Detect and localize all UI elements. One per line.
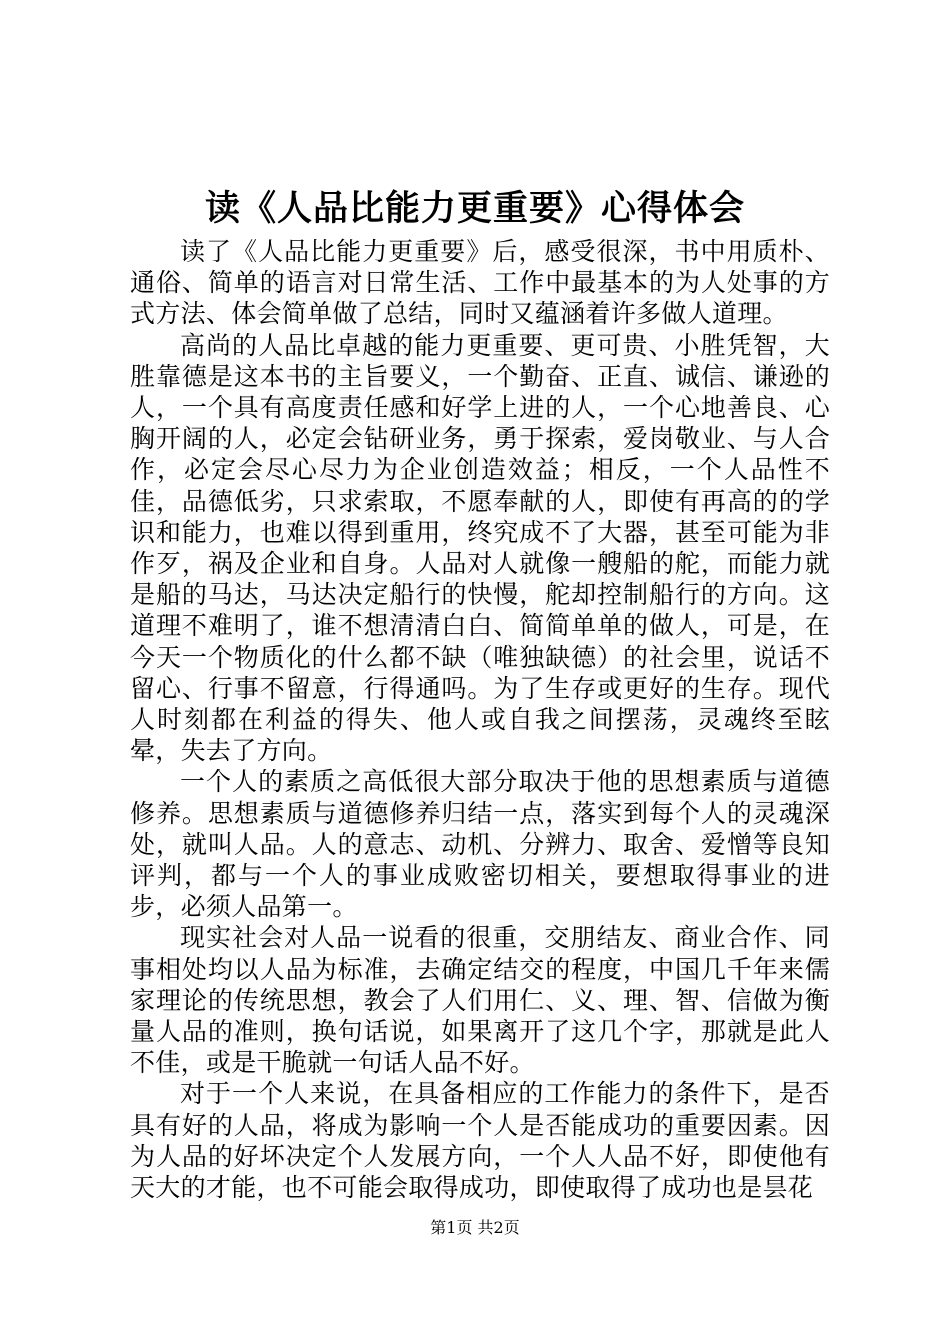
paragraph-1: 读了《人品比能力更重要》后，感受很深，书中用质朴、通俗、简单的语言对日常生活、工作中最基本的为人处事的方式方法、体会简单做了总结，同时又蕴涵着许多做人道理。: [130, 237, 830, 329]
paragraph-4: 现实社会对人品一说看的很重，交朋结友、商业合作、同事相处均以人品为标准，去确定结交的程度，中国几千年来儒家理论的传统思想，教会了人们用仁、义、理、智、信做为衡量人品的准则，换句话说，如果离开了这几个字，那就是此人不佳，或是干脆就一句话人品不好。: [130, 923, 830, 1078]
document-title: 读《人品比能力更重要》心得体会: [204, 188, 745, 229]
page-number-footer: 第1页 共2页: [430, 1218, 520, 1237]
paragraph-3: 一个人的素质之高低很大部分取决于他的思想素质与道德修养。思想素质与道德修养归结一点，落实到每个人的灵魂深处，就叫人品。人的意志、动机、分辨力、取舍、爱憎等良知评判，都与一个人的事业成败密切相关，要想取得事业的进步，必须人品第一。: [130, 767, 830, 922]
paragraph-5: 对于一个人来说，在具备相应的工作能力的条件下，是否具有好的人品，将成为影响一个人是否能成功的重要因素。因为人品的好坏决定个人发展方向，一个人人品不好，即使他有天大的才能，也不可能会取得成功，即使取得了成功也是昙花: [130, 1079, 830, 1203]
paragraph-2: 高尚的人品比卓越的能力更重要、更可贵、小胜凭智，大胜靠德是这本书的主旨要义，一个勤奋、正直、诚信、谦逊的人，一个具有高度责任感和好学上进的人，一个心地善良、心胸开阔的人，必定会钻研业务，勇于探索，爱岗敬业、与人合作，必定会尽心尽力为企业创造效益；相反，一个人品性不佳，品德低劣，只求索取，不愿奉献的人，即使有再高的的学识和能力，也难以得到重用，终究成不了大器，甚至可能为非作歹，祸及企业和自身。人品对人就像一艘船的舵，而能力就是船的马达，马达决定船行的快慢，舵却控制船行的方向。这道理不难明了，谁不想清清白白、简简单单的做人，可是，在今天一个物质化的什么都不缺（唯独缺德）的社会里，说话不留心、行事不留意，行得通吗。为了生存或更好的生存。现代人时刻都在利益的得失、他人或自我之间摆荡，灵魂终至眩晕，失去了方向。: [130, 330, 830, 766]
document-body: [130, 236, 830, 1203]
